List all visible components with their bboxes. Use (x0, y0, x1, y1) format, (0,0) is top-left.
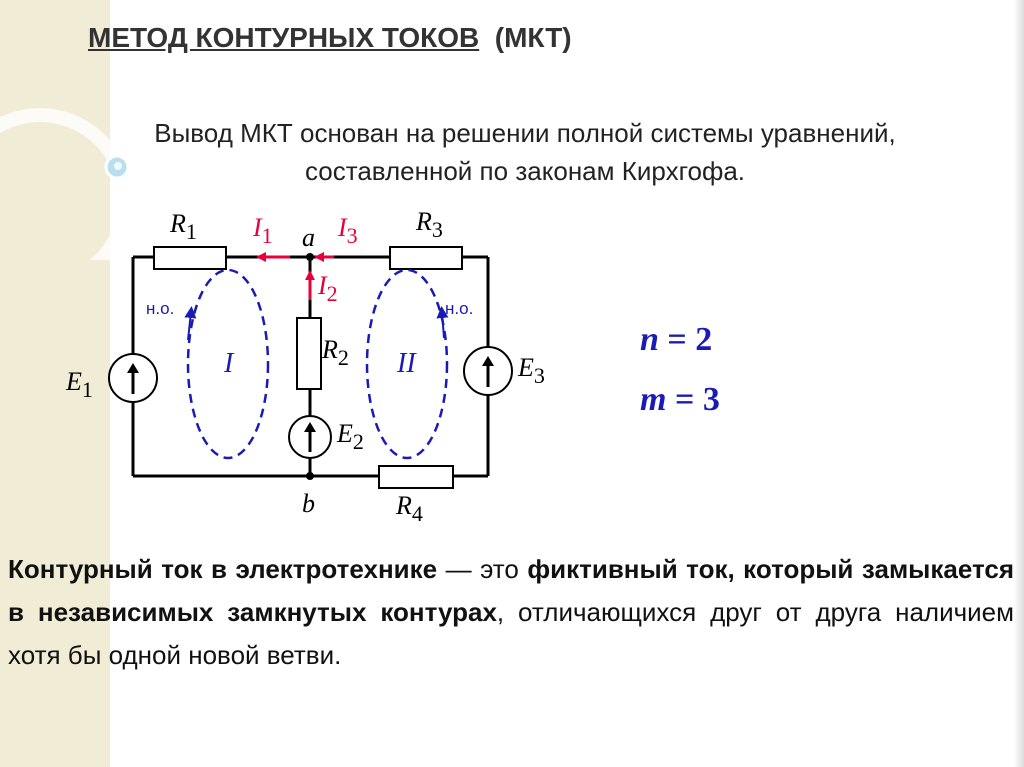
node-count: n = 2 (640, 321, 713, 358)
intro-line-2: составленной по законам Кирхгофа. (304, 156, 746, 186)
label-loop-2-direction: н.о. (445, 299, 474, 318)
label-i3: $I_3$ (338, 213, 358, 248)
resistor-r4 (379, 466, 453, 488)
source-e2 (289, 416, 331, 458)
label-loop-1-direction: н.о. (146, 299, 175, 318)
label-r1: $R_1$ (170, 209, 197, 244)
node-branch-counts (640, 310, 720, 430)
label-i1: $I_1$ (253, 213, 273, 248)
label-node-a: a (302, 223, 315, 252)
label-e2: $E_2$ (337, 419, 364, 454)
title-abbreviation: (МКТ) (494, 22, 572, 53)
resistor-r2 (297, 318, 321, 389)
resistor-r3 (390, 247, 462, 269)
source-e1 (109, 354, 157, 402)
label-loop-1: I (224, 348, 234, 379)
loop-2-direction-arrow (442, 312, 444, 338)
node-b-dot (306, 472, 314, 480)
label-e1: $E_1$ (66, 367, 93, 402)
label-node-b: b (302, 489, 315, 518)
source-e3 (464, 347, 512, 395)
definition-term: Контурный ток в электротехнике (8, 554, 438, 584)
branch-count: m = 3 (640, 381, 720, 418)
label-r2: $R_2$ (322, 335, 349, 370)
resistor-r1 (154, 247, 226, 269)
label-e3: $E_3$ (518, 353, 545, 388)
node-a-dot (306, 253, 314, 261)
label-i2: $I_2$ (318, 271, 338, 306)
title-main: МЕТОД КОНТУРНЫХ ТОКОВ (88, 22, 480, 53)
label-r4: $R_4$ (396, 491, 423, 526)
label-loop-2: II (397, 348, 416, 379)
definition-text: Контурный ток в электротехнике — это фиктивный ток, который замыкается в независимых замкнутых контурах, отличающихся друг от друга наличием хотя бы одной новой ветви. (8, 554, 1015, 670)
definition-key-phrase: фиктивный ток, который замыкается в независимых замкнутых контурах (8, 554, 1014, 627)
intro-line-1: Вывод МКТ основан на решении полной системы уравнений, (154, 118, 896, 148)
label-r3: $R_3$ (416, 207, 443, 242)
